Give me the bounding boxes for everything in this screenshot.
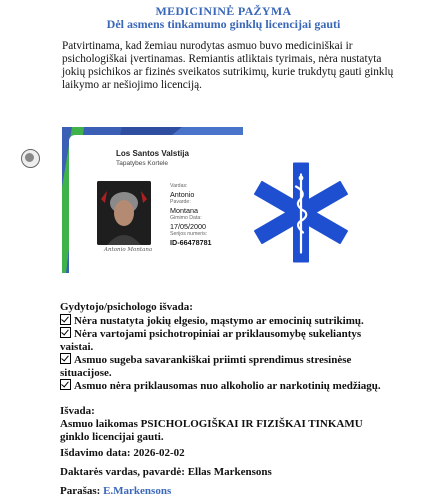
conclusion-item: Asmuo sugeba savarankiškai priimti sprendimus stresinėse situacijose. — [60, 354, 352, 379]
id-card-doc-type: Tapatybes Kortele — [116, 160, 169, 167]
signature-row: Parašas: E.Markensons — [60, 485, 172, 497]
state-seal-center — [25, 153, 34, 162]
doctor-name-row: Daktarės vardas, pavardė: Ellas Markensons — [60, 466, 272, 478]
id-field-label-surname: Pavarde: — [170, 199, 191, 205]
id-field-value-name: Antonio — [170, 190, 195, 199]
doctor-name-value: Ellas Markensons — [187, 466, 272, 478]
id-photo — [97, 181, 151, 245]
id-card-org: Los Santos Valstija — [116, 149, 189, 158]
id-field-value-birthdate: 17/05/2000 — [170, 222, 206, 231]
signature-value: E.Markensons — [103, 485, 172, 497]
star-of-life-icon — [254, 161, 348, 264]
portrait-image — [97, 181, 151, 245]
id-field-value-surname: Montana — [170, 206, 198, 215]
conclusion-item: Asmuo nėra priklausomas nuo alkoholio ar narkotinių medžiagų. — [60, 379, 390, 393]
checkbox-checked-icon — [60, 327, 71, 338]
conclusion-item: Nėra vartojami psichotropiniai ar priklausomybę sukeliantys vaistai. — [60, 328, 362, 353]
issue-date-row: Išdavimo data: 2026-02-02 — [60, 447, 185, 459]
id-field-label-name: Vardas: — [170, 183, 188, 189]
intro-paragraph: Patvirtinama, kad žemiau nurodytas asmuo buvo mediciniškai ir psichologiškai įvertinamas. Remiantis atliktais tyrimais, nėra nustatyta jokių psichikos ar fizinės sveikatos sutrikimų, kurie trukdytų gauti ginklų laikymo ar nešiojimo licenciją. — [62, 40, 394, 91]
id-field-label-serial: Serijos numeris: — [170, 231, 208, 237]
document-title: MEDICININĖ PAŽYMA — [155, 4, 292, 18]
id-field-label-birthdate: Gimimo Data: — [170, 215, 202, 221]
checkbox-checked-icon — [60, 314, 71, 325]
id-card-signature: Antonio Montana — [104, 247, 153, 253]
document-subtitle: Dėl asmens tinkamumo ginklų licencijai gauti — [106, 17, 341, 31]
verdict-label: Išvada: — [60, 405, 95, 417]
conclusion-heading: Gydytojo/psichologo išvada: — [60, 301, 193, 313]
verdict-text: Asmuo laikomas PSICHOLOGIŠKAI IR FIZIŠKAI TINKAMU ginklo licencijai gauti. — [60, 418, 363, 443]
checkbox-checked-icon — [60, 353, 71, 364]
id-field-value-serial: ID-66478781 — [170, 238, 212, 247]
conclusion-item: Nėra nustatyta jokių elgesio, mąstymo ar emocinių sutrikimų. — [60, 314, 390, 328]
checkbox-checked-icon — [60, 379, 71, 390]
issue-date-value: 2026-02-02 — [133, 447, 185, 459]
